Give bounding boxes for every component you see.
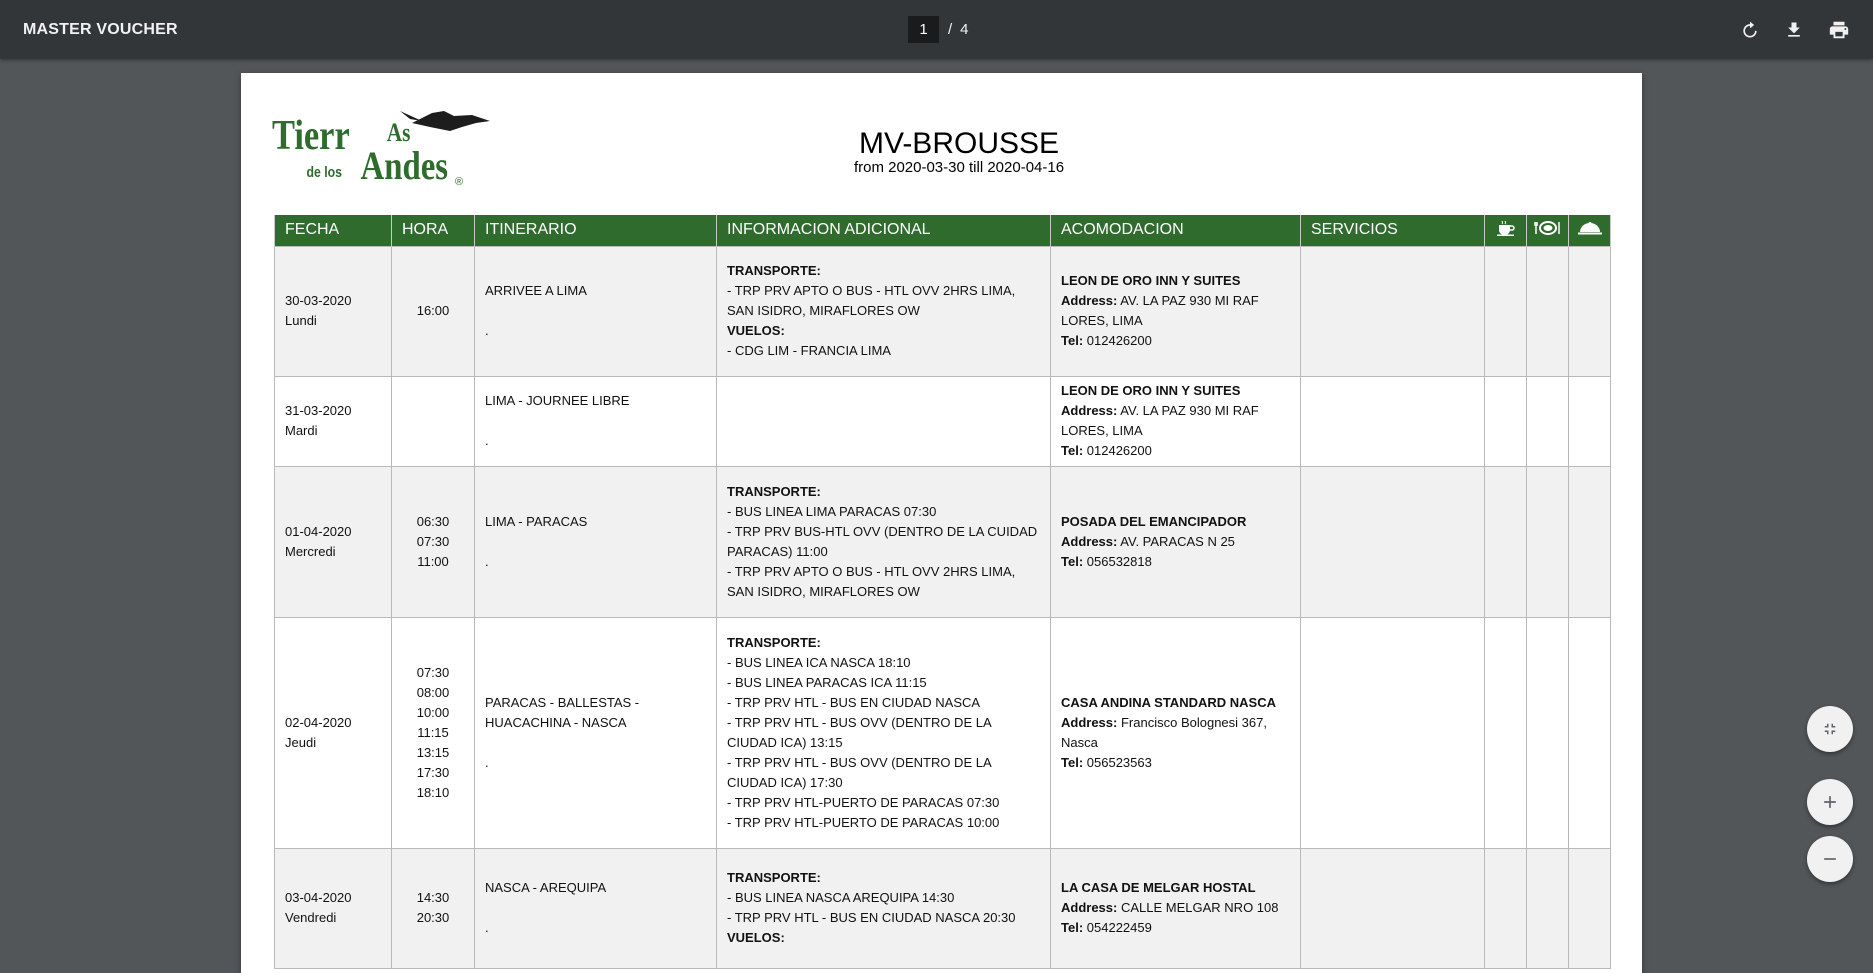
date-cell (275, 617, 392, 848)
info-item: - TRP PRV APTO O BUS - HTL OVV 2HRS LIMA, SAN ISIDRO, MIRAFLORES OW (727, 563, 1016, 599)
breakfast-cell (1485, 246, 1527, 376)
hour-value: 11:00 (417, 553, 449, 569)
hour-value: 11:15 (417, 724, 449, 740)
hour-cell (392, 848, 475, 968)
dinner-cell (1569, 848, 1611, 968)
additional-info-cell (717, 376, 1051, 466)
info-item: - TRP PRV HTL - BUS OVV (DENTRO DE LA CIUDAD ICA) 17:30 (727, 754, 991, 790)
date-value: 03-04-2020 (285, 890, 352, 905)
itinerary-note: . (485, 553, 489, 569)
hour-cell (392, 617, 475, 848)
hour-value: 10:00 (416, 704, 450, 720)
address-value: CALLE MELGAR NRO 108 (1120, 900, 1279, 915)
date-value: 31-03-2020 (285, 403, 352, 418)
tel-label: Tel: (1061, 553, 1084, 569)
breakfast-cell (1485, 376, 1527, 466)
lunch-icon (1527, 215, 1569, 246)
hour-cell (392, 376, 475, 466)
address-label: Address: (1061, 714, 1118, 730)
hotel-name: LA CASA DE MELGAR HOSTAL (1061, 880, 1256, 895)
dinner-cell (1569, 376, 1611, 466)
header-informacion-adicional: INFORMACION ADICIONAL (717, 215, 1051, 246)
address-value: AV. PARACAS N 25 (1120, 533, 1235, 549)
services-cell (1301, 466, 1485, 617)
tel-value: 056532818 (1086, 553, 1152, 569)
hour-cell (392, 246, 475, 376)
svg-text:Andes: Andes (360, 142, 449, 188)
address-label: Address: (1061, 403, 1118, 418)
services-cell (1301, 617, 1485, 848)
hour-value: 08:00 (416, 684, 450, 700)
info-item: VUELOS: (727, 930, 785, 945)
tel-label: Tel: (1061, 333, 1084, 348)
itinerary-cell (475, 617, 717, 848)
tel-label: Tel: (1061, 443, 1084, 458)
svg-text:As: As (386, 119, 411, 148)
voucher-date-range: from 2020-03-30 till 2020-04-16 (853, 159, 1065, 176)
tel-value: 012426200 (1086, 443, 1152, 458)
hour-value: 07:30 (416, 533, 450, 549)
page-number-input[interactable] (908, 16, 939, 43)
hotel-name: POSADA DEL EMANCIPADOR (1061, 513, 1247, 529)
address-value: Francisco Bolognesi 367, Nasca (1061, 714, 1267, 750)
svg-text:de los: de los (306, 163, 342, 181)
info-section-label: TRANSPORTE: (727, 263, 821, 278)
itinerary-cell (475, 376, 717, 466)
hotel-phone (1061, 552, 1290, 572)
hour-value: 20:30 (416, 910, 450, 925)
itinerary-table (274, 215, 1611, 969)
info-item: - TRP PRV HTL-PUERTO DE PARACAS 10:00 (727, 814, 1000, 830)
hotel-phone (1061, 331, 1290, 351)
itinerary-cell (475, 246, 717, 376)
info-item: - TRP PRV BUS-HTL OVV (DENTRO DE LA CUIDAD PARACAS) 11:00 (727, 523, 1038, 559)
info-item: - BUS LINEA NASCA AREQUIPA 14:30 (727, 890, 955, 905)
info-item: - TRP PRV HTL - BUS EN CIUDAD NASCA 20:30 (727, 910, 1016, 925)
table-row (275, 848, 1611, 968)
day-name: Jeudi (285, 734, 317, 750)
additional-info-cell (717, 848, 1051, 968)
services-cell (1301, 376, 1485, 466)
pdf-page (241, 73, 1642, 973)
address-value: AV. LA PAZ 930 MI RAF LORES, LIMA (1061, 293, 1259, 328)
table-row (275, 617, 1611, 848)
info-item: - TRP PRV APTO O BUS - HTL OVV 2HRS LIMA, SAN ISIDRO, MIRAFLORES OW (727, 283, 1016, 318)
info-section-label: TRANSPORTE: (727, 483, 821, 499)
hotel-phone (1061, 918, 1290, 938)
itinerary-text: ARRIVEE A LIMA (485, 283, 587, 298)
hotel-address (1061, 291, 1290, 331)
page-navigator (908, 16, 969, 43)
accommodation-cell (1051, 246, 1301, 376)
itinerary-cell (475, 848, 717, 968)
hotel-phone (1061, 753, 1290, 773)
breakfast-cell (1485, 466, 1527, 617)
tel-value: 056523563 (1086, 754, 1152, 770)
tel-value: 012426200 (1086, 333, 1152, 348)
header-servicios: SERVICIOS (1301, 215, 1485, 246)
header-acomodacion: ACOMODACION (1051, 215, 1301, 246)
date-cell (275, 466, 392, 617)
address-label: Address: (1061, 900, 1118, 915)
tel-value: 054222459 (1086, 920, 1152, 935)
header-itinerario: ITINERARIO (475, 215, 717, 246)
fit-page-icon[interactable] (1807, 706, 1853, 752)
hotel-phone (1061, 441, 1290, 461)
date-value: 30-03-2020 (285, 293, 352, 308)
svg-text:®: ® (455, 176, 464, 188)
hour-value: 13:15 (416, 744, 450, 760)
hour-value: 06:30 (416, 513, 450, 529)
additional-info-cell (717, 246, 1051, 376)
additional-info-cell (717, 617, 1051, 848)
info-item: - BUS LINEA LIMA PARACAS 07:30 (727, 503, 937, 519)
breakfast-icon (1485, 215, 1527, 246)
document-title: MASTER VOUCHER (23, 21, 178, 38)
hotel-name: LEON DE ORO INN Y SUITES (1061, 383, 1241, 398)
hour-value: 07:30 (416, 664, 450, 680)
accommodation-cell (1051, 617, 1301, 848)
itinerary-note: . (485, 754, 489, 770)
hour-value: 14:30 (416, 890, 450, 905)
svg-text:Tierr: Tierr (272, 112, 350, 159)
info-item: - CDG LIM - FRANCIA LIMA (727, 343, 891, 358)
day-name: Mardi (285, 423, 318, 438)
hour-value: 17:30 (416, 764, 450, 780)
info-item: - TRP PRV HTL - BUS EN CIUDAD NASCA (727, 694, 981, 710)
lunch-cell (1527, 376, 1569, 466)
address-label: Address: (1061, 533, 1118, 549)
hour-value: 16:00 (416, 303, 450, 318)
itinerary-text: PARACAS - BALLESTAS - HUACACHINA - NASCA (485, 694, 640, 730)
tel-label: Tel: (1061, 754, 1084, 770)
page-separator: / (948, 21, 953, 38)
hour-value: 18:10 (416, 784, 450, 800)
additional-info-cell (717, 466, 1051, 617)
table-row (275, 376, 1611, 466)
print-icon[interactable] (1824, 15, 1854, 45)
info-section-label: VUELOS: (727, 323, 785, 338)
lunch-cell (1527, 246, 1569, 376)
zoom-out-icon[interactable] (1807, 836, 1853, 882)
services-cell (1301, 848, 1485, 968)
table-header-row (275, 215, 1611, 246)
rotate-icon[interactable] (1735, 15, 1765, 45)
tel-label: Tel: (1061, 920, 1084, 935)
accommodation-cell (1051, 848, 1301, 968)
dinner-cell (1569, 466, 1611, 617)
hotel-address (1061, 401, 1290, 441)
table-row (275, 466, 1611, 617)
day-name: Lundi (285, 313, 317, 328)
accommodation-cell (1051, 376, 1301, 466)
download-icon[interactable] (1779, 15, 1809, 45)
accommodation-cell (1051, 466, 1301, 617)
voucher-title: MV-BROUSSE (858, 127, 1060, 160)
address-label: Address: (1061, 293, 1118, 308)
itinerary-note: . (485, 323, 489, 338)
itinerary-text: LIMA - JOURNEE LIBRE (485, 393, 630, 408)
itinerary-note: . (485, 920, 489, 935)
itinerary-text: LIMA - PARACAS (485, 513, 588, 529)
date-cell (275, 246, 392, 376)
header-fecha: FECHA (275, 215, 392, 246)
itinerary-note: . (485, 433, 489, 448)
services-cell (1301, 246, 1485, 376)
date-value: 01-04-2020 (285, 523, 352, 539)
zoom-in-icon[interactable] (1807, 779, 1853, 825)
page-total: 4 (960, 21, 969, 38)
date-value: 02-04-2020 (285, 714, 352, 730)
dinner-cell (1569, 246, 1611, 376)
info-item: - BUS LINEA ICA NASCA 18:10 (727, 654, 911, 670)
hotel-address (1061, 713, 1290, 753)
hotel-address (1061, 898, 1290, 918)
info-section-label: TRANSPORTE: (727, 870, 821, 885)
hotel-name: LEON DE ORO INN Y SUITES (1061, 273, 1241, 288)
day-name: Mercredi (285, 543, 336, 559)
date-cell (275, 376, 392, 466)
hotel-address (1061, 532, 1290, 552)
lunch-cell (1527, 848, 1569, 968)
info-item: - BUS LINEA PARACAS ICA 11:15 (727, 674, 927, 690)
info-section-label: TRANSPORTE: (727, 634, 821, 650)
info-item: - TRP PRV HTL-PUERTO DE PARACAS 07:30 (727, 794, 1000, 810)
hour-cell (392, 466, 475, 617)
day-name: Vendredi (285, 910, 337, 925)
breakfast-cell (1485, 617, 1527, 848)
itinerary-text: NASCA - AREQUIPA (485, 880, 607, 895)
date-cell (275, 848, 392, 968)
table-row (275, 246, 1611, 376)
lunch-cell (1527, 466, 1569, 617)
lunch-cell (1527, 617, 1569, 848)
dinner-cell (1569, 617, 1611, 848)
dinner-icon (1569, 215, 1611, 246)
itinerary-cell (475, 466, 717, 617)
pdf-toolbar (0, 0, 1873, 59)
hotel-name: CASA ANDINA STANDARD NASCA (1061, 694, 1276, 710)
address-value: AV. LA PAZ 930 MI RAF LORES, LIMA (1061, 403, 1259, 438)
header-hora: HORA (392, 215, 475, 246)
info-item: - TRP PRV HTL - BUS OVV (DENTRO DE LA CIUDAD ICA) 13:15 (727, 714, 991, 750)
breakfast-cell (1485, 848, 1527, 968)
